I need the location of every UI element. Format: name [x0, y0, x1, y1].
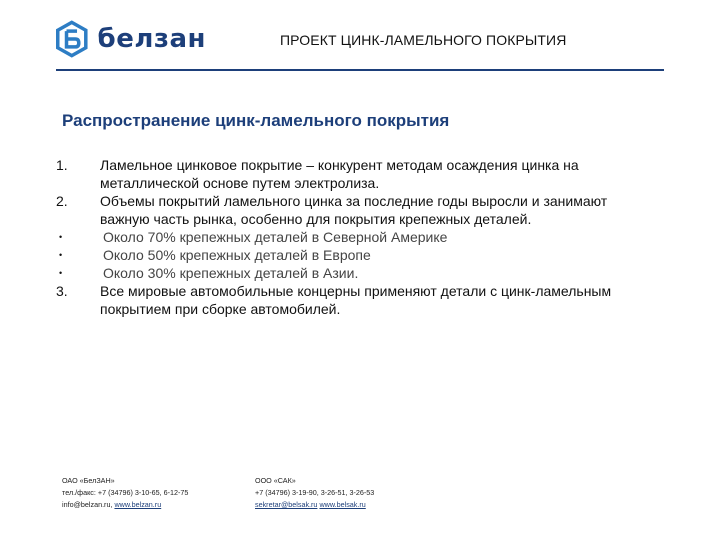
footer-contact-sak — [255, 475, 374, 511]
list-item — [56, 228, 656, 246]
list-item — [56, 156, 656, 192]
list-item — [56, 264, 656, 282]
list-number: 1. — [56, 157, 68, 173]
footer-company: ОАО «БелЗАН» — [62, 476, 115, 485]
footer-email-link[interactable]: sekretar@belsak.ru — [255, 500, 318, 509]
list-item-text: Ламельное цинковое покрытие – конкурент методам осаждения цинка на металлической основе путем электролиза. — [100, 157, 579, 191]
list-item-text: Все мировые автомобильные концерны применяют детали с цинк-ламельным покрытием при сборке автомобилей. — [100, 283, 612, 317]
list-number: 3. — [56, 283, 68, 299]
list-item — [56, 282, 656, 318]
bullet-icon: • — [59, 268, 63, 278]
footer-phone: +7 (34796) 3-19-90, 3-26-51, 3-26-53 — [255, 488, 375, 497]
footer-email: info@belzan.ru, — [62, 500, 113, 509]
logo-wordmark: белзан — [97, 24, 206, 54]
list-item — [56, 192, 656, 228]
header-divider — [56, 69, 664, 71]
list-item-text: Около 50% крепежных деталей в Европе — [103, 247, 371, 263]
footer-website-link[interactable]: www.belzan.ru — [114, 500, 162, 509]
footer-phone: тел./факс: +7 (34796) 3-10-65, 6-12-75 — [62, 488, 189, 497]
list-item — [56, 246, 656, 264]
bullet-icon: • — [59, 250, 63, 260]
footer-website-link[interactable]: www.belsak.ru — [319, 500, 366, 509]
bullet-icon: • — [59, 232, 63, 242]
footer-contact-belzan — [62, 475, 188, 511]
list-item-text: Около 30% крепежных деталей в Азии. — [103, 265, 359, 281]
project-title: ПРОЕКТ ЦИНК-ЛАМЕЛЬНОГО ПОКРЫТИЯ — [280, 32, 567, 48]
list-item-text: Объемы покрытий ламельного цинка за последние годы выросли и занимают важную часть рынка, особенно для покрытия крепежных деталей. — [100, 193, 608, 227]
belzan-hexagon-icon — [56, 19, 88, 59]
company-logo — [56, 18, 206, 60]
list-item-text: Около 70% крепежных деталей в Северной Америке — [103, 229, 448, 245]
list-number: 2. — [56, 193, 68, 209]
footer-company: ООО «САК» — [255, 476, 296, 485]
slide-title: Распространение цинк-ламельного покрытия — [62, 111, 450, 130]
content-list — [56, 156, 656, 318]
